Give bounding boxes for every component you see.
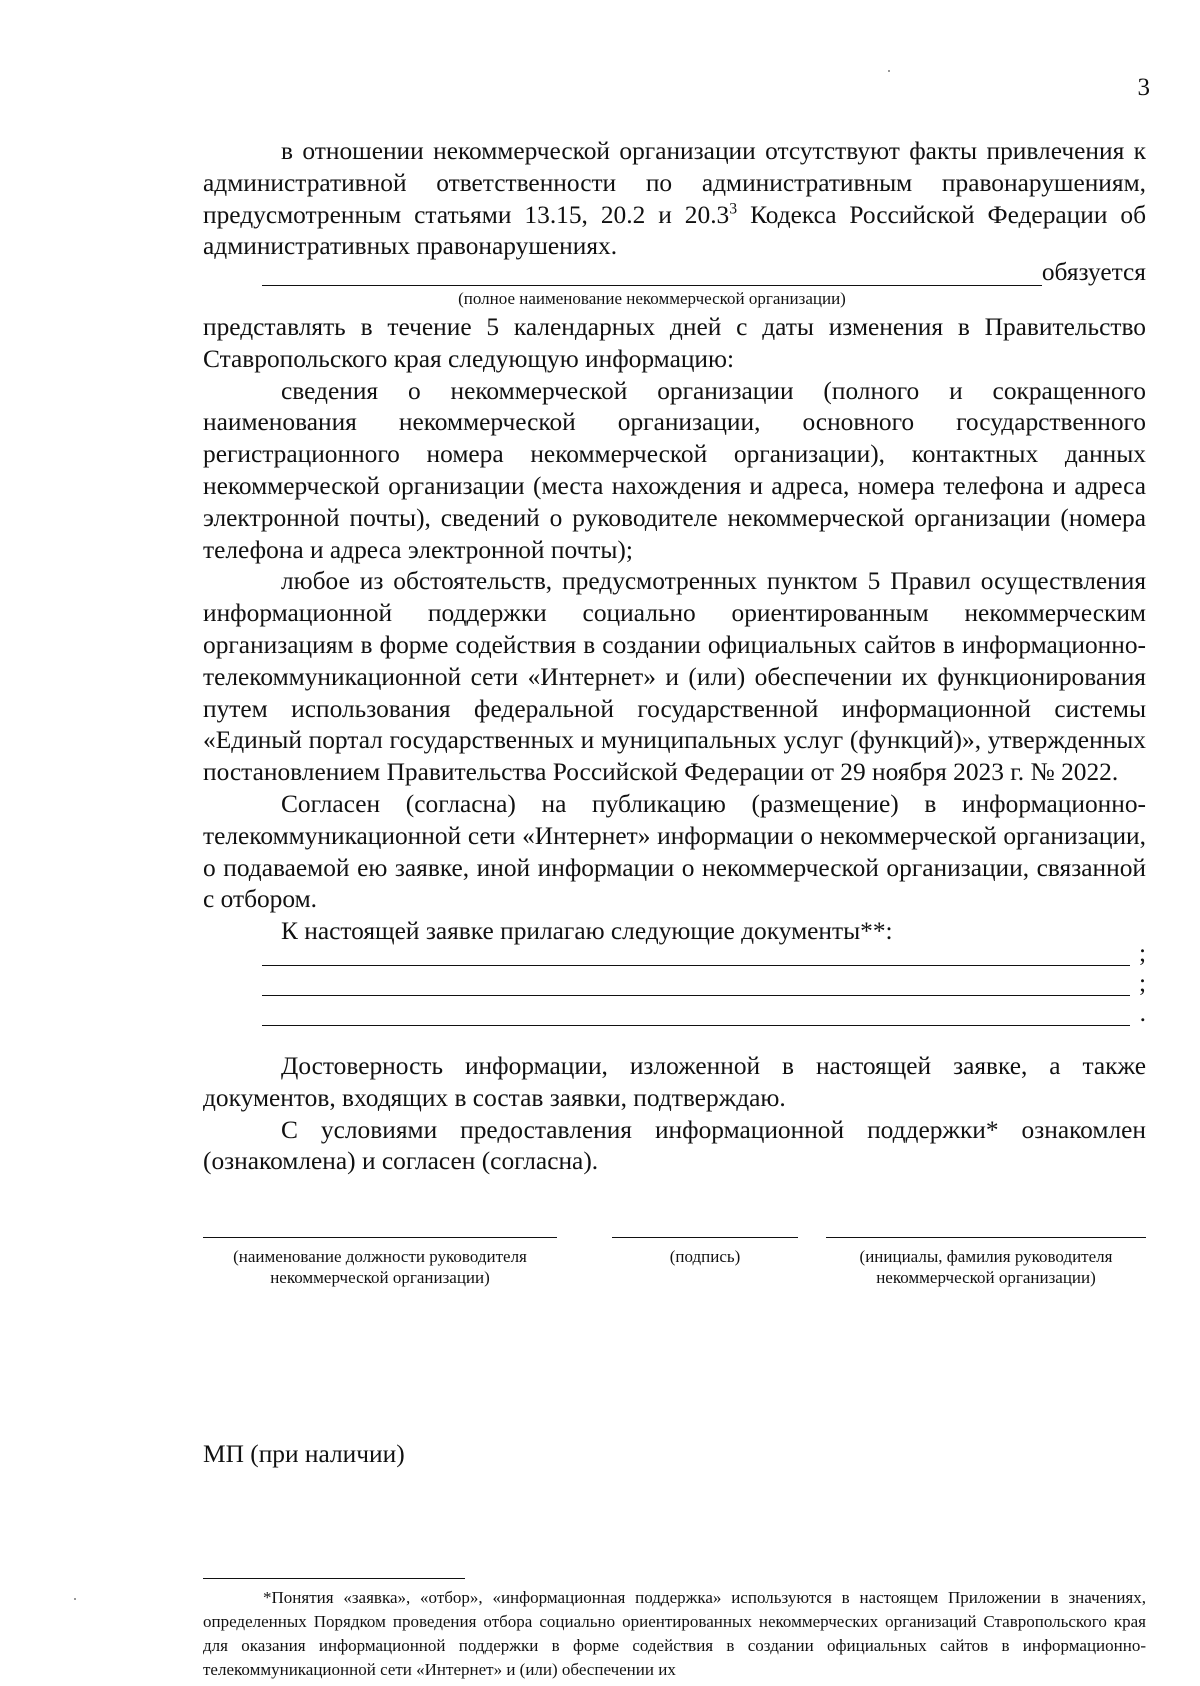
name-signature-line[interactable] (826, 1237, 1146, 1238)
signature-line[interactable] (612, 1237, 798, 1238)
document-line-1-punct: ; (1138, 939, 1146, 967)
scan-speck (888, 70, 890, 72)
org-name-row (262, 258, 1146, 286)
signature-caption: (подпись) (669, 1247, 741, 1266)
paragraph-obligation: представлять в течение 5 календарных дней с даты изменения в Правительство Ставропольского края следующую информацию: (203, 313, 1146, 373)
paragraph-documents: К настоящей заявке прилагаю следующие документы**: (281, 917, 893, 946)
confirmation-block (203, 1051, 1146, 1178)
org-name-caption: (полное наименование некоммерческой организации) (458, 289, 846, 308)
document-field-3[interactable] (262, 1003, 1130, 1026)
facts-text-after: Кодекса Российской Федерации об административных правонарушениях. (203, 200, 1147, 261)
stamp-note: МП (при наличии) (203, 1440, 405, 1468)
footnote-text: *Понятия «заявка», «отбор», «информационная поддержка» используются в настоящем Приложении в значениях, определенных Порядком проведения отбора социально ориентированных некоммерческих организаций Ставропольского края для оказания информационной поддержки в форме содействия в создании официальных сайтов в информационно-телекоммуникационной сети «Интернет» и (или) обеспечении их (203, 1588, 1146, 1679)
document-line-2 (262, 970, 1146, 996)
footnote-divider (203, 1578, 465, 1579)
paragraph-consent: Согласен (согласна) на публикацию (размещение) в информационно-телекоммуникационной сети «Интернет» информации о некоммерческой организации, о подаваемой ею заявке, иной информации о некоммерческой организации, связанной с отбором. (203, 789, 1146, 914)
page-number: 3 (1137, 74, 1150, 101)
position-signature-line[interactable] (203, 1237, 557, 1238)
document-line-3-punct: . (1139, 999, 1146, 1027)
document-field-2[interactable] (262, 973, 1130, 996)
document-field-1[interactable] (262, 943, 1130, 966)
facts-text-before: в отношении некоммерческой организации отсутствуют факты привлечения к административной ответственности по административным правонарушениям, предусмотренным статьями 13.15, 20.2 и 20.3 (203, 137, 1146, 229)
facts-superscript: 3 (729, 200, 738, 218)
document-line-1 (262, 940, 1146, 966)
obligation-block (203, 312, 1146, 948)
paragraph-reliability: Достоверность информации, изложенной в настоящей заявке, а также документов, входящих в состав заявки, подтверждаю. (203, 1052, 1146, 1112)
position-caption: (наименование должности руководителя некоммерческой организации) (233, 1247, 527, 1287)
paragraph-facts (203, 136, 1146, 263)
footnote (203, 1586, 1146, 1682)
document-line-3 (262, 1000, 1146, 1026)
scan-speck (74, 1598, 76, 1600)
name-caption: (инициалы, фамилия руководителя некоммерческой организации) (859, 1247, 1113, 1287)
paragraph-conditions: С условиями предоставления информационной поддержки* ознакомлен (ознакомлена) и согласен (согласна). (203, 1115, 1146, 1176)
paragraph-info: сведения о некоммерческой организации (полного и сокращенного наименования некоммерческой организации, основного государственного регистрационного номера некоммерческой организации), контактных данных некоммерческой организации (места нахождения и адреса, номера телефона и адреса электронной почты), сведений о руководителе некоммерческой организации (номера телефона и адреса электронной почты); (203, 376, 1146, 564)
document-line-2-punct: ; (1138, 969, 1146, 997)
paragraph-circumstances: любое из обстоятельств, предусмотренных пунктом 5 Правил осуществления информационной поддержки социально ориентированным некоммерческим организациям в форме содействия в создании официальных сайтов в информационно-телекоммуникационной сети «Интернет» и (или) обеспечении их функционирования путем использования федеральной государственной информационной системы «Единый портал государственных и муниципальных услуг (функций)», утвержденных постановлением Правительства Российской Федерации от 29 ноября 2023 г. № 2022. (203, 567, 1146, 787)
org-name-field[interactable] (262, 263, 1042, 286)
org-name-suffix: обязуется (1041, 258, 1146, 286)
